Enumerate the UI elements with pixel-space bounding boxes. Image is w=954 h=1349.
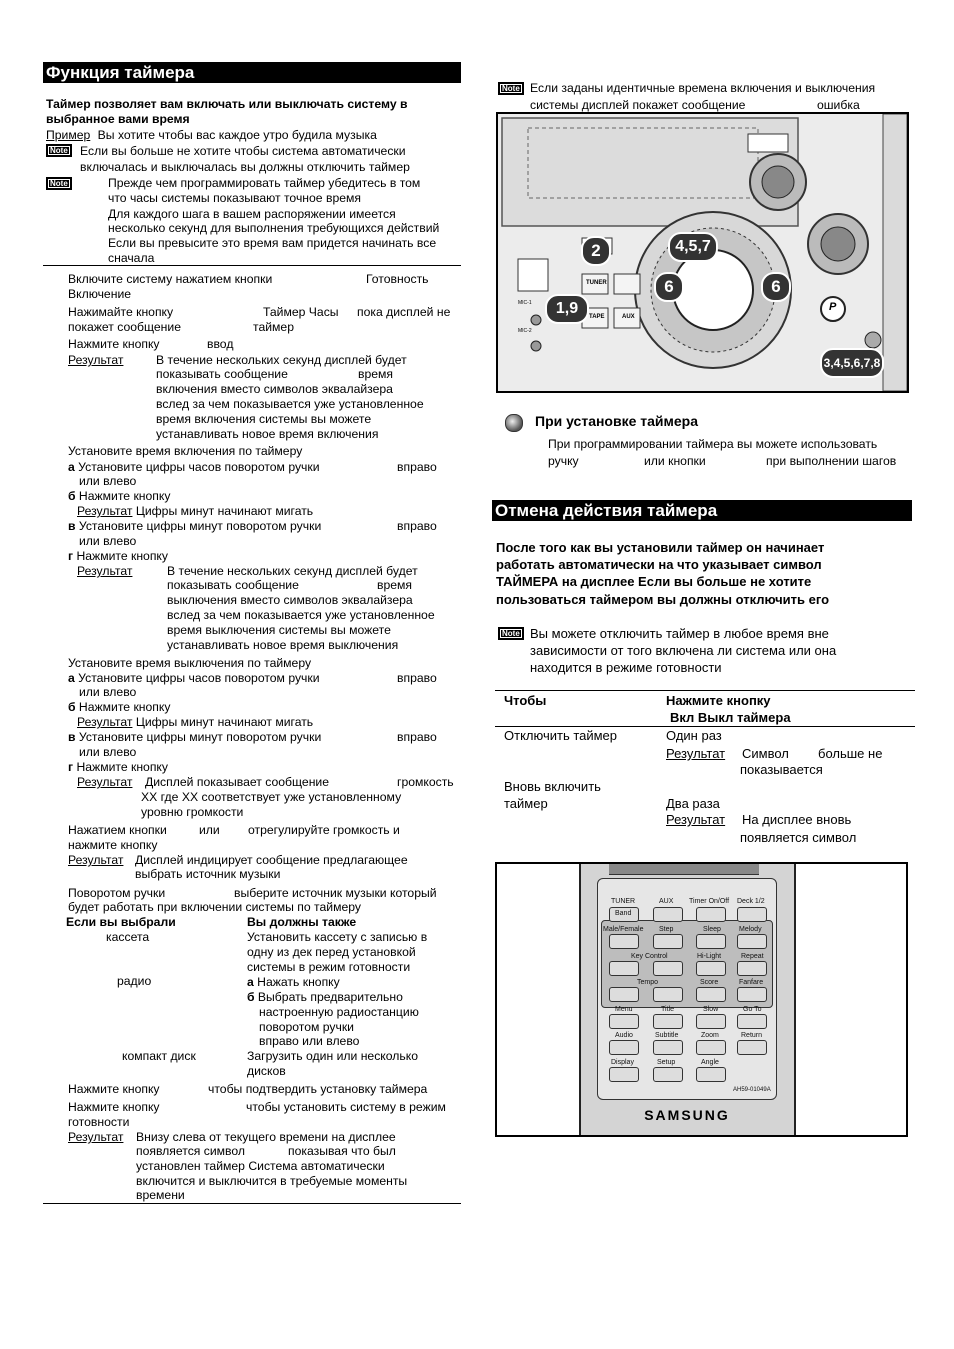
example-text: Вы хотите чтобы вас каждое утро будила музыка (97, 128, 377, 142)
step5v-right: вправо (397, 730, 437, 744)
step3-result-1: В течение нескольких секунд дисплей будет (156, 353, 407, 367)
step5b-result (77, 715, 313, 730)
remote-return-button[interactable] (737, 1040, 767, 1055)
step3-result-5: время включения системы вы можете (156, 412, 372, 426)
note2-line-3: Для каждого шага в вашем распоряжении имеется (108, 207, 396, 221)
remote-zoom-button[interactable] (696, 1040, 726, 1055)
remote-image (495, 862, 908, 1137)
rlabel-tempo: Tempo (637, 979, 659, 986)
section-title-cancel: Отмена действия таймера (492, 500, 912, 521)
cancel-note-1: Вы можете отключить таймер в любое время вне (530, 626, 829, 641)
step9-result-2: появляется символ (136, 1144, 246, 1158)
rlabel-key-control: Key Control (631, 953, 668, 960)
remote-angle-button[interactable] (696, 1067, 726, 1082)
remote-score-button[interactable] (696, 987, 726, 1002)
remote-sleep-button[interactable] (696, 934, 726, 949)
rlabel-deck: Deck 1/2 (737, 898, 765, 905)
rlabel-menu: Menu (615, 1006, 633, 1013)
step9-ready: готовности (68, 1115, 130, 1129)
step4b-text: Нажмите кнопку (78, 489, 171, 503)
step3-text: Нажмите кнопку (68, 337, 160, 351)
label-g: г (68, 760, 74, 774)
label-v: в (68, 730, 76, 744)
rlabel-score: Score (700, 979, 719, 986)
step4v-left: или влево (79, 534, 137, 548)
radio-b-2: настроенную радиостанцию (259, 1005, 419, 1019)
rlabel-male: Male/Female (603, 926, 644, 933)
remote-repeat-button[interactable] (737, 961, 767, 976)
cassette-do-2: одну из дек перед установкой (247, 945, 416, 959)
g1-result-6: устанавливать новое время выключения (167, 638, 399, 652)
step1-text: Включите систему нажатием кнопки (68, 272, 273, 286)
step5v (68, 730, 321, 745)
g1-result-3: выключения вместо символов эквалайзера (167, 593, 413, 607)
right-note-line-2: системы дисплей покажет сообщение (530, 98, 746, 112)
remote-title-button[interactable] (653, 1014, 683, 1029)
remote-menu-button[interactable] (609, 1014, 639, 1029)
rlabel-melody: Melody (739, 926, 762, 933)
step4v-right: вправо (397, 519, 437, 533)
table-header-selected: Если вы выбрали (66, 915, 176, 929)
panel-tuner-label: TUNER (586, 280, 607, 286)
radio-b-4: вправо или влево (259, 1034, 360, 1048)
table-header-also: Вы должны также (247, 915, 357, 929)
step4a-right: вправо (397, 460, 437, 474)
step4g (68, 549, 168, 564)
panel-aux-label: AUX (622, 314, 635, 320)
step3-result-2: показывать сообщение (156, 367, 288, 381)
rlabel-aux: AUX (659, 898, 674, 905)
rlabel-fanfare: Fanfare (739, 979, 764, 986)
divider (43, 1203, 461, 1204)
rlabel-sleep: Sleep (703, 926, 721, 933)
note-icon: Note (498, 627, 524, 640)
step4v (68, 519, 321, 534)
step4g-text: Нажмите кнопку (76, 549, 168, 563)
result-label: Результат (77, 775, 133, 789)
section-title-timer: Функция таймера (43, 62, 461, 83)
setting-line-1: При программировании таймера вы можете использовать (548, 437, 878, 451)
result-label: Результат (68, 1130, 124, 1144)
note-icon: Note (498, 82, 524, 95)
divider (495, 690, 915, 691)
rlabel-step: Step (659, 926, 674, 933)
label-v: в (68, 519, 76, 533)
setting-steps: при выполнении шагов (766, 454, 897, 468)
cd-do-2: дисков (247, 1064, 286, 1078)
step5b-result-text: Цифры минут начинают мигать (135, 715, 314, 729)
divider (495, 726, 915, 727)
step4b-result-text: Цифры минут начинают мигать (135, 504, 314, 518)
radio-a (247, 975, 340, 990)
result-label: Результат (77, 564, 133, 578)
note1-line-2: включалась и выключалась вы должны отключить таймер (80, 160, 410, 174)
rlabel-hilight: Hi-Light (697, 953, 722, 960)
setting-knob: ручку (548, 454, 579, 468)
remote-melody-button[interactable] (737, 934, 767, 949)
note2-line-5: Если вы превысите это время вам придется начинать все (108, 236, 437, 250)
label-b: б (68, 489, 76, 503)
remote-subtitle-button[interactable] (653, 1040, 683, 1055)
rlabel-title: Title (661, 1006, 674, 1013)
g1-result-1: В течение нескольких секунд дисплей будет (167, 564, 418, 578)
row1-press: Один раз (666, 728, 722, 743)
radio-b (247, 990, 403, 1005)
step5g-text: Нажмите кнопку (76, 760, 168, 774)
label-a: а (68, 671, 75, 685)
step5b-text: Нажмите кнопку (78, 700, 171, 714)
remote-hilight-button[interactable] (696, 961, 726, 976)
panel-mic2-label: MIC-2 (518, 328, 532, 334)
rlabel-goto: Go To (743, 1006, 762, 1013)
remote-timer-button[interactable] (696, 907, 726, 922)
rlabel-subtitle: Subtitle (655, 1032, 679, 1039)
cancel-intro-3: ТАЙМЕРА на дисплее Если вы больше не хотите (496, 574, 812, 589)
remote-aux-button[interactable] (653, 907, 683, 922)
remote-sharp-button[interactable] (653, 961, 683, 976)
step5a-right: вправо (397, 671, 437, 685)
step5v-left: или влево (79, 745, 137, 759)
step2-text: Нажимайте кнопку (68, 305, 174, 319)
step3-result-6: устанавливать новое время включения (156, 427, 379, 441)
step9-result-4: включится и выключится в требуемые моменты (136, 1174, 408, 1188)
step4a (68, 460, 320, 475)
step2-timer-clock: Таймер Часы (263, 305, 339, 319)
cassette-do-3: системы в режим готовности (247, 960, 411, 974)
step1-standby: Готовность (366, 272, 429, 286)
result-label: Результат (77, 504, 133, 518)
g2-result-1b: громкость (397, 775, 454, 789)
step4v-text: Установите цифры минут поворотом ручки (78, 519, 322, 533)
step9-text: Нажмите кнопку (68, 1100, 160, 1114)
remote-brand-logo: SAMSUNG (644, 1107, 730, 1123)
remote-step-button[interactable] (653, 934, 683, 949)
remote-fanfare-button[interactable] (737, 987, 767, 1002)
right-note-line-1: Если заданы идентичные времена включения и выключения (530, 81, 876, 95)
result-label: Результат (666, 746, 726, 761)
result-label: Результат (666, 812, 726, 827)
step9-result-1: Внизу слева от текущего времени на дисплее (136, 1130, 396, 1144)
step9-result-5: времени (136, 1188, 185, 1202)
tbl-header-button: Вкл Выкл таймера (670, 710, 791, 725)
g2-result-3: уровню громкости (141, 805, 244, 819)
step2-until: пока дисплей не (357, 305, 451, 319)
cancel-intro-4: пользоваться таймером вы должны отключить его (496, 592, 830, 607)
setting-title: При установке таймера (535, 413, 699, 429)
cassette-do-1: Установить кассету с записью в (247, 930, 428, 944)
remote-model: AH59-01049A (733, 1087, 771, 1093)
step7-text: Поворотом ручки (68, 886, 166, 900)
remote-setup-button[interactable] (653, 1067, 683, 1082)
row1-result-1: Символ (742, 746, 789, 761)
step9-result-2b: показывая что был (288, 1144, 396, 1158)
step6-result-2: выбрать источник музыки (135, 867, 281, 881)
step4a-text: Установите цифры часов поворотом ручки (78, 460, 320, 474)
row1-result-3: показывается (740, 762, 823, 777)
step8-confirm: чтобы подтвердить установку таймера (208, 1082, 428, 1096)
step9-result-3: установлен таймер Система автоматически (136, 1159, 385, 1173)
source-radio: радио (117, 974, 152, 988)
radio-a-text: Нажать кнопку (257, 975, 340, 989)
radio-b-3: поворотом ручки (259, 1020, 354, 1034)
row2-press: Два раза (666, 796, 720, 811)
rlabel-timer: Timer On/Off (689, 898, 730, 905)
note1-line-1: Если вы больше не хотите чтобы система автоматически (80, 144, 406, 158)
step7-select: выберите источник музыки который (234, 886, 437, 900)
callout-2: 2 (581, 236, 611, 266)
rlabel-band: Band (615, 910, 632, 917)
label-g: г (68, 549, 74, 563)
remote-minus-button[interactable] (609, 987, 639, 1002)
setting-buttons: или кнопки (644, 454, 706, 468)
rlabel-repeat: Repeat (741, 953, 764, 960)
label-b: б (247, 990, 255, 1004)
step8-text: Нажмите кнопку (68, 1082, 160, 1096)
step6-result-1: Дисплей индицирует сообщение предлагающее (135, 853, 408, 867)
cancel-note-3: находится в режиме готовности (530, 660, 722, 675)
remote-flat-button[interactable] (609, 961, 639, 976)
rlabel-tuner: TUNER (611, 898, 636, 905)
step6-or: или (199, 823, 220, 837)
step3-enter: ввод (207, 337, 234, 351)
remote-audio-button[interactable] (609, 1040, 639, 1055)
note2-line-6: сначала (108, 251, 155, 265)
remote-deck-button[interactable] (737, 907, 767, 922)
cancel-intro-1: После того как вы установили таймер он начинает (496, 540, 825, 555)
step2-shows: покажет сообщение (68, 320, 182, 334)
row2-result-2: появляется символ (740, 830, 857, 845)
note-icon: Note (46, 177, 72, 190)
cancel-note-2: зависимости от того включена ли система или она (530, 643, 837, 658)
remote-male-button[interactable] (609, 934, 639, 949)
step4-text: Установите время включения по таймеру (68, 444, 303, 458)
step6-adjust: отрегулируйте громкость и (248, 823, 400, 837)
panel-tape-label: TAPE (589, 314, 605, 320)
note2-line-1: Прежде чем программировать таймер убедитесь в том (108, 176, 421, 190)
row1-action: Отключить таймер (504, 728, 618, 743)
step5a-left: или влево (79, 685, 137, 699)
step4a-left: или влево (79, 474, 137, 488)
callout-6-right: 6 (761, 272, 791, 302)
rlabel-audio: Audio (615, 1032, 633, 1039)
callout-4-5-7: 4,5,7 (668, 232, 718, 262)
rlabel-angle: Angle (701, 1059, 719, 1066)
divider (43, 265, 461, 266)
tbl-header-to: Чтобы (504, 693, 547, 708)
result-label: Результат (68, 853, 124, 867)
result-label: Результат (77, 715, 133, 729)
note-icon: Note (46, 144, 72, 157)
remote-slow-button[interactable] (696, 1014, 726, 1029)
rlabel-return: Return (741, 1032, 763, 1039)
panel-power-label: P (829, 301, 837, 313)
result-label: Результат (68, 353, 124, 367)
step3-result-4: вслед за чем показывается уже установленное (156, 397, 424, 411)
cancel-intro-2: работать автоматически на что указывает символ (496, 557, 822, 572)
callout-3-8: 3,4,5,6,7,8 (820, 348, 884, 378)
step7-line2: будет работать при включении системы по таймеру (68, 900, 361, 914)
g1-result-2: показывать сообщение (167, 578, 299, 592)
source-cassette: кассета (106, 930, 150, 944)
source-cd: компакт диск (122, 1049, 196, 1063)
remote-display-button[interactable] (609, 1067, 639, 1082)
cd-do-1: Загрузить один или несколько (247, 1049, 418, 1063)
step6-text: Нажатием кнопки (68, 823, 167, 837)
rlabel-display: Display (611, 1059, 634, 1066)
device-panel-image (496, 112, 909, 393)
step2-timer: таймер (253, 320, 294, 334)
panel-mic1-label: MIC-1 (518, 300, 532, 306)
step5b (68, 700, 170, 715)
label-a: а (247, 975, 254, 989)
g2-result-2: XX где XX соответствует уже установленному (141, 790, 402, 804)
step4b (68, 489, 170, 504)
step4b-result (77, 504, 313, 519)
right-note-error: ошибка (817, 98, 860, 112)
remote-top-keys (609, 864, 759, 875)
g1-result-2b: время (377, 578, 413, 592)
note2-line-2: что часы системы показывают точное время (108, 191, 361, 205)
rlabel-slow: Slow (703, 1006, 719, 1013)
intro-line-2: выбранное вами время (46, 112, 190, 126)
step9-set: чтобы установить систему в режим (246, 1100, 446, 1114)
step5v-text: Установите цифры минут поворотом ручки (78, 730, 322, 744)
step3-result-3: включения вместо символов эквалайзера (156, 382, 393, 396)
label-a: а (68, 460, 75, 474)
g1-result-4: вслед за чем показывается уже установленное (167, 608, 435, 622)
g2-result-1: Дисплей показывает сообщение (145, 775, 330, 789)
radio-b-text: Выбрать предварительно (257, 990, 403, 1004)
example (46, 128, 377, 143)
intro-line-1: Таймер позволяет вам включать или выключать систему в (46, 97, 408, 111)
step5a (68, 671, 320, 686)
rlabel-setup: Setup (657, 1059, 676, 1066)
example-label: Пример (46, 128, 91, 142)
step6-press: нажмите кнопку (68, 838, 158, 852)
remote-goto-button[interactable] (737, 1014, 767, 1029)
label-b: б (68, 700, 76, 714)
remote-plus-button[interactable] (653, 987, 683, 1002)
step3-result-2b: время (358, 367, 394, 381)
g1-result-5: время выключения системы вы можете (167, 623, 391, 637)
step5a-text: Установите цифры часов поворотом ручки (78, 671, 320, 685)
rlabel-zoom: Zoom (701, 1032, 719, 1039)
step1-on: Включение (68, 287, 132, 301)
bullet-icon (505, 414, 523, 432)
tbl-header-press: Нажмите кнопку (666, 693, 771, 708)
row2-result-1: На дисплее вновь (742, 812, 852, 827)
callout-6-left: 6 (654, 272, 684, 302)
step5g (68, 760, 168, 775)
row2-action-2: таймер (504, 796, 548, 811)
row2-action-1: Вновь включить (504, 779, 601, 794)
note2-line-4: несколько секунд для выполнения требующихся действий (108, 221, 440, 235)
callout-1-9: 1,9 (545, 294, 589, 324)
step5-text: Установите время выключения по таймеру (68, 656, 312, 670)
row1-result-2: больше не (818, 746, 883, 761)
